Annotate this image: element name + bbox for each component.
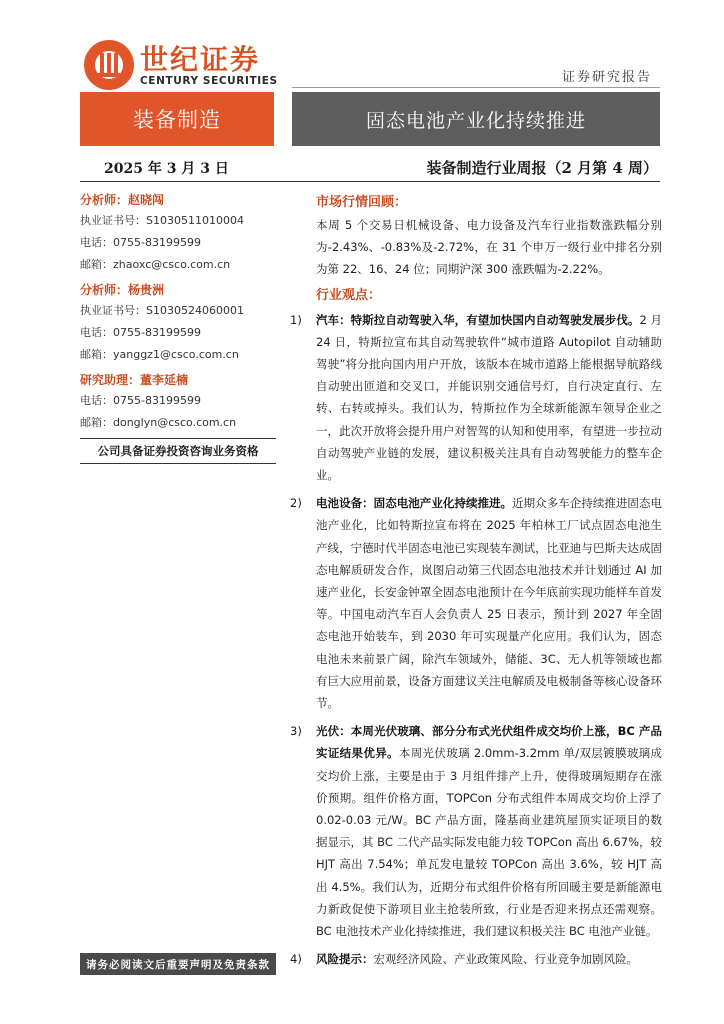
analyst-email: 邮箱：yanggz1@csco.com.cn xyxy=(80,348,239,361)
report-type-label: 证券研究报告 xyxy=(561,70,652,85)
analyst-license: 执业证书号：S1030524060001 xyxy=(80,304,244,317)
view-text: 2 月 24 日，特斯拉宣布其自动驾驶软件“城市道路 Autopilot 自动辅助驾驶”将分批向国内用户开放，该版本在城市道路上能根据导航路线自动驶出匝道和交叉口，并能识别交通信号灯，自行决定直行、左转、右转或掉头。我们认为，特斯拉作为全球新能源车领导企业之一，此次开放将会提升用户对智驾的认知和使用率，有望进一步拉动自动驾驶产业链的发展，建议积极关注具有自动驾驶能力的整车企业。 xyxy=(316,312,662,483)
analyst-name: 分析师：赵晓闯 xyxy=(80,193,165,207)
assistant-phone: 电话：0755-83199599 xyxy=(80,394,201,407)
assistant-email: 邮箱：donglyn@csco.com.cn xyxy=(80,416,237,429)
logo-english-name: CENTURY SECURITIES xyxy=(140,75,278,87)
assistant-name: 研究助理：董李延楠 xyxy=(80,373,189,387)
view-lead: 电池设备：固态电池产业化持续推进。 xyxy=(316,496,513,511)
analyst-phone: 电话：0755-83199599 xyxy=(80,236,201,249)
view-text: 宏观经济风险、产业政策风险、行业竞争加剧风险。 xyxy=(373,952,638,967)
view-number: 4) xyxy=(290,952,302,967)
market-review-heading: 市场行情回顾： xyxy=(316,195,408,210)
analyst-phone: 电话：0755-83199599 xyxy=(80,326,201,339)
analyst-card xyxy=(80,280,276,366)
logo-chinese-name: 世纪证券 xyxy=(140,43,261,76)
view-lead: 风险提示： xyxy=(316,952,374,967)
view-item xyxy=(290,309,662,487)
report-date: 2025 年 3 月 3 日 xyxy=(104,161,229,177)
title-banner xyxy=(292,92,660,146)
view-number: 3) xyxy=(290,724,302,739)
date-divider xyxy=(80,181,660,182)
analyst-license: 执业证书号：S1030511010004 xyxy=(80,214,244,227)
industry-label: 装备制造 xyxy=(133,108,221,132)
analyst-sidebar xyxy=(80,190,276,464)
report-name: 装备制造行业周报（2 月第 4 周） xyxy=(426,159,658,177)
qualification-note: 公司具备证券投资咨询业务资格 xyxy=(97,444,259,458)
report-body xyxy=(290,192,662,971)
analyst-email: 邮箱：zhaoxc@csco.com.cn xyxy=(80,258,231,271)
view-item xyxy=(290,948,662,970)
view-number: 2) xyxy=(290,496,302,511)
view-number: 1) xyxy=(290,312,302,327)
logo-emblem-icon xyxy=(84,40,134,90)
view-lead: 汽车：特斯拉自动驾驶入华，有望加快国内自动驾驶发展步伐。 xyxy=(316,312,640,327)
company-logo xyxy=(84,38,278,90)
view-text: 本周光伏玻璃 2.0mm-3.2mm 单/双层镀膜玻璃成交均价上涨，主要是由于 3 月组件排产上升，使得玻璃短期存在涨价预期。组件价格方面，TOPCon 分布式组件本周成交均价上浮了 0.02-0.03 元/W。BC 产品方面，隆基商业建筑屋顶实证项目的数据显示，其 BC 二代产品实际发电能力较 TOPCon 高出 6.67%，较 HJT 高出 7.54%；单瓦发电量较 TOPCon 高出 3.6%，较 HJT 高出 4.5%。我们认为，近期分布式组件价格有所回暖主要是新能源电力新政促使下游项目业主抢装所致，行业是否迎来拐点还需观察。BC 电池技术产业化持续推进，我们建议积极关注 BC 电池产业链。 xyxy=(316,746,662,939)
disclaimer-banner xyxy=(80,953,276,975)
report-title: 固态电池产业化持续推进 xyxy=(365,109,586,132)
industry-banner xyxy=(80,92,274,146)
analyst-card xyxy=(80,190,276,276)
header-divider xyxy=(292,87,660,88)
view-item xyxy=(290,720,662,942)
analyst-card xyxy=(80,370,276,434)
industry-views-heading: 行业观点： xyxy=(316,287,382,303)
market-review-text: 本周 5 个交易日机械设备、电力设备及汽车行业指数涨跌幅分别为-2.43%、-0.83%及-2.72%，在 31 个申万一级行业中排名分别为第 22、16、24 位；同期沪深 300 涨跌幅为-2.22%。 xyxy=(316,218,662,277)
disclaimer-text: 请务必阅读文后重要声明及免责条款 xyxy=(86,958,270,971)
view-item xyxy=(290,492,662,714)
view-lead: 光伏：本周光伏玻璃、部分分布式光伏组件成交均价上涨，BC 产品实证结果优异。 xyxy=(316,724,662,761)
analyst-name: 分析师：杨贵洲 xyxy=(80,283,165,297)
qualification-divider xyxy=(80,463,276,464)
view-text: 近期众多车企持续推进固态电池产业化，比如特斯拉宣布将在 2025 年柏林工厂试点固态电池生产线，宁德时代半固态电池已实现装车测试，比亚迪与巴斯夫达成固态电解质研发合作，岚图启动第三代固态电池技术并计划通过 AI 加速产业化，长安金钟罩全固态电池预计在今年底前实现功能样车首发等。中国电动汽车百人会负责人 25 日表示，预计到 2027 年全固态电池开始装车，到 2030 年可实现量产化应用。我们认为，固态电池未来前景广阔，除汽车领域外，储能、3C、无人机等领域也都有巨大应用前景，设备方面建议关注电解质及电极制备等核心设备环节。 xyxy=(316,496,663,711)
